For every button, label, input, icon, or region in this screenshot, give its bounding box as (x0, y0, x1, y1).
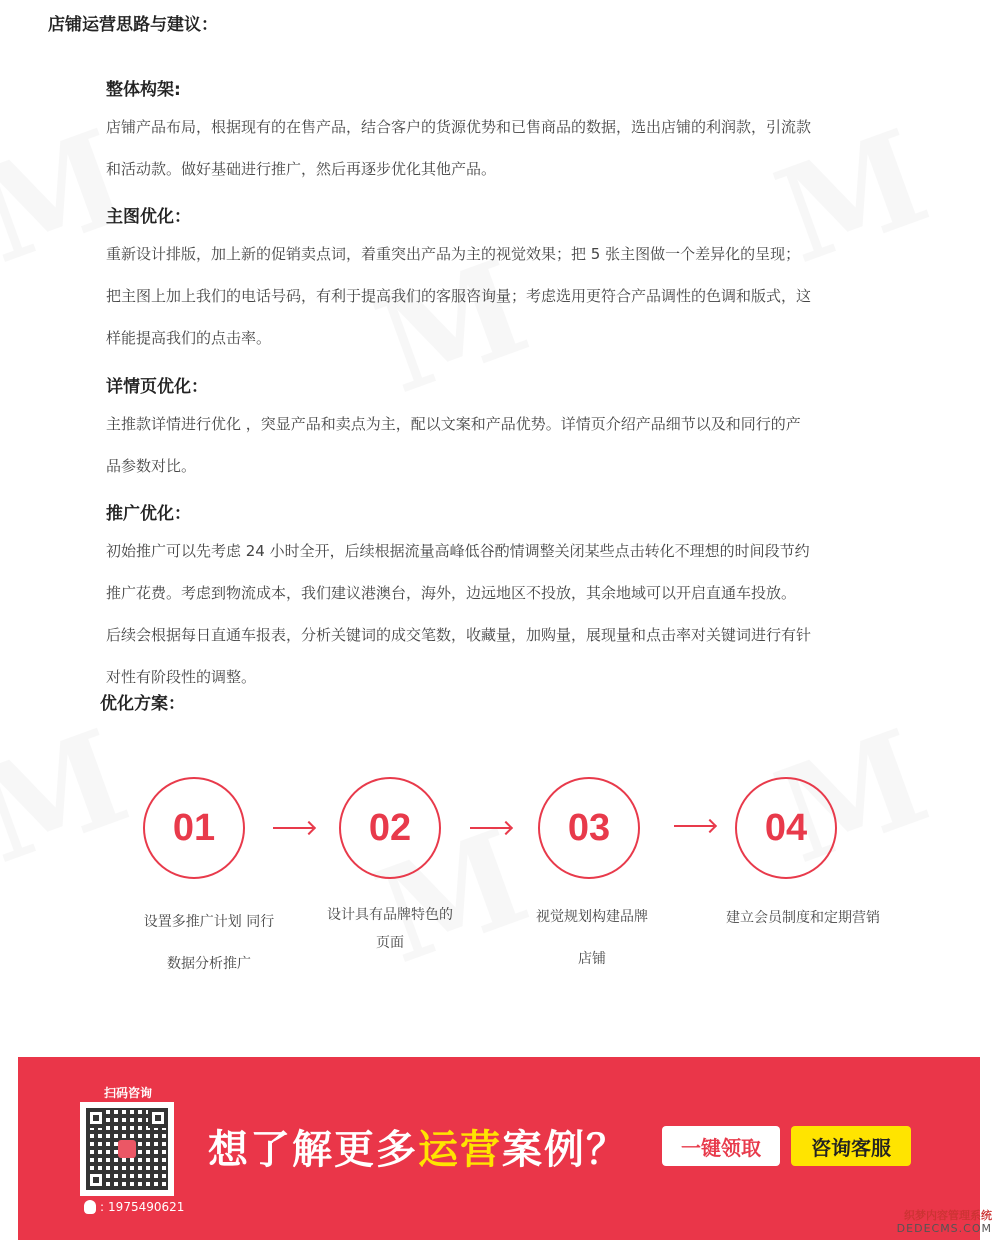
qr-code (80, 1102, 174, 1196)
paragraph-line: 和活动款。做好基础进行推广，然后再逐步优化其他产品。 (106, 160, 497, 178)
section-body-detail-page (106, 403, 876, 487)
paragraph-line: 把主图上加上我们的电话号码，有利于提高我们的客服咨询量；考虑选用更符合产品调性的色调和版式，这 (106, 287, 812, 305)
section-body-promotion (106, 530, 876, 698)
watermark-text: DEDECMS.COM (896, 1222, 992, 1235)
step-label-line: 建立会员制度和定期营销 (726, 910, 880, 926)
section-title-overall: 整体构架: (106, 80, 181, 100)
arrow-right-icon (674, 825, 714, 827)
qq-icon (84, 1200, 96, 1214)
step-number-01: 01 (143, 777, 245, 879)
paragraph-line: 推广花费。考虑到物流成本，我们建议港澳台，海外，边远地区不投放，其余地域可以开启直通车投放。 (106, 584, 797, 602)
step-number-04: 04 (735, 777, 837, 879)
headline-text: 想了解更多 (208, 1127, 418, 1173)
step-label-line: 视觉规划构建品牌 (536, 909, 648, 925)
step-label-line: 设置多推广计划 同行 (143, 914, 275, 930)
watermark (0, 700, 146, 893)
step-label-line: 设计具有品牌特色的 (327, 907, 453, 923)
paragraph-line: 初始推广可以先考虑 24 小时全开，后续根据流量高峰低谷酌情调整关闭某些点击转化不理想的时间段节约 (106, 542, 810, 560)
step-label-04 (708, 904, 898, 932)
page-title: 店铺运营思路与建议： (48, 15, 218, 35)
banner-headline (208, 1118, 628, 1175)
qr-logo-icon (118, 1140, 136, 1158)
step-number-03: 03 (538, 777, 640, 879)
plan-title: 优化方案： (100, 694, 185, 714)
paragraph-line: 店铺产品布局，根据现有的在售产品，结合客户的货源优势和已售商品的数据，选出店铺的利润款，引流款 (106, 118, 812, 136)
step-label-line: 数据分析推广 (167, 956, 251, 972)
qr-label: 扫码咨询 (104, 1086, 153, 1100)
step-label-02 (310, 901, 470, 957)
qq-number: 1975490621 (108, 1200, 185, 1214)
paragraph-line: 品参数对比。 (106, 457, 197, 475)
customer-service-button[interactable]: 咨询客服 (791, 1126, 911, 1166)
step-label-03 (512, 903, 672, 973)
step-label-01 (124, 908, 294, 978)
qr-finder-icon (86, 1108, 106, 1128)
step-label-line: 页面 (376, 935, 404, 951)
section-body-overall (106, 106, 876, 190)
headline-highlight: 运营 (418, 1127, 502, 1173)
claim-button[interactable]: 一键领取 (662, 1126, 780, 1166)
qr-finder-icon (86, 1170, 106, 1190)
paragraph-line: 样能提高我们的点击率。 (106, 329, 272, 347)
qr-code-pattern (86, 1108, 168, 1190)
arrow-right-icon (470, 827, 510, 829)
qq-contact: : 1975490621 (84, 1200, 184, 1214)
step-label-line: 店铺 (578, 951, 606, 967)
section-title-detail-page: 详情页优化： (106, 377, 208, 397)
paragraph-line: 重新设计排版，加上新的促销卖点词，着重突出产品为主的视觉效果；把 5 张主图做一个差异化的呈现； (106, 245, 801, 263)
watermark-text: 织梦内容管理系统 (904, 1209, 992, 1222)
paragraph-line: 主推款详情进行优化 ，突显产品和卖点为主，配以文案和产品优势。详情页介绍产品细节以及和同行的产 (106, 415, 801, 433)
qr-finder-icon (148, 1108, 168, 1128)
site-watermark (897, 1209, 992, 1235)
section-body-main-image (106, 233, 876, 359)
section-title-promotion: 推广优化： (106, 504, 191, 524)
step-number-02: 02 (339, 777, 441, 879)
arrow-right-icon (273, 827, 313, 829)
paragraph-line: 后续会根据每日直通车报表，分析关键词的成交笔数，收藏量，加购量，展现量和点击率对关键词进行有针 (106, 626, 812, 644)
section-title-main-image: 主图优化： (106, 207, 191, 227)
headline-text: 案例？ (502, 1127, 628, 1173)
paragraph-line: 对性有阶段性的调整。 (106, 668, 257, 686)
